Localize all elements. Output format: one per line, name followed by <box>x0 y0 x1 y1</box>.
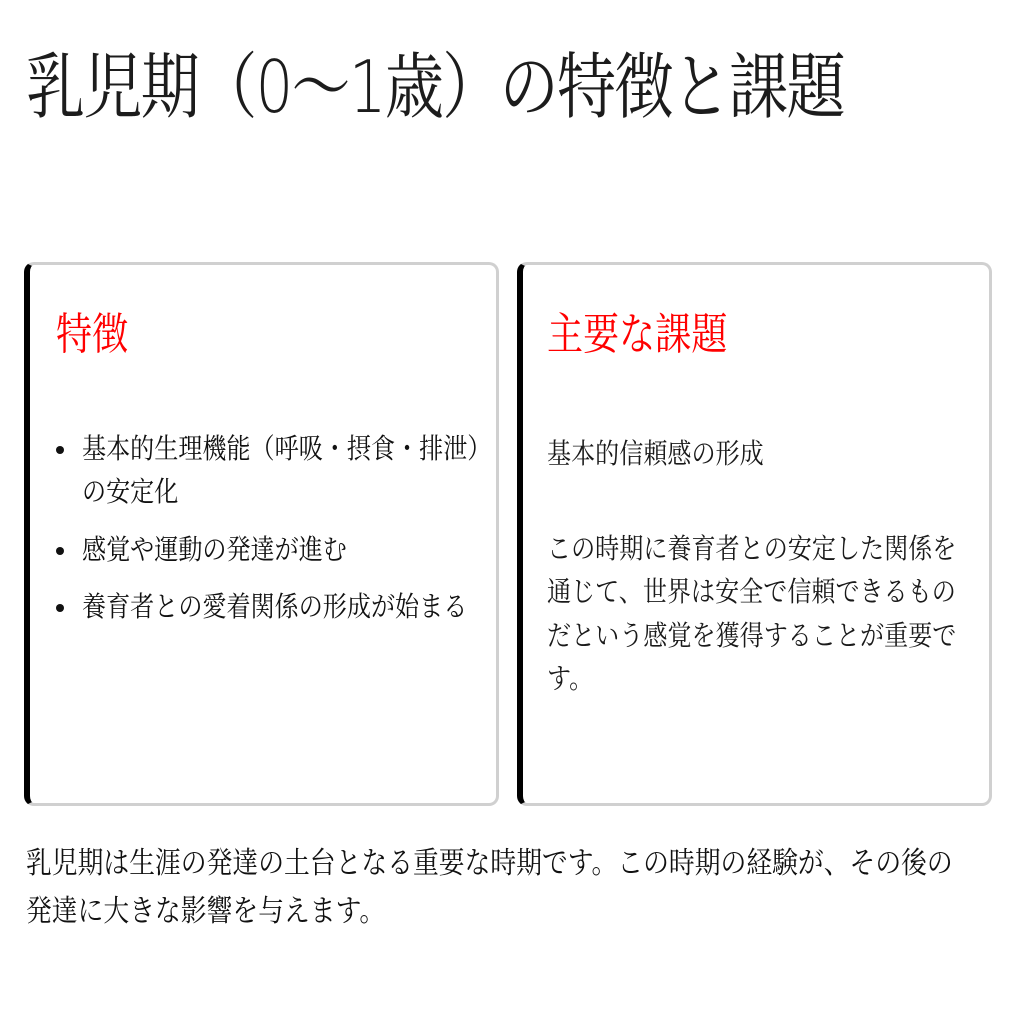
issue-label: 基本的信頼感の形成 <box>547 437 764 470</box>
feature-text: 養育者との愛着関係の形成が始まる <box>82 590 468 624</box>
bullet-icon <box>56 604 64 612</box>
list-item <box>56 585 486 628</box>
feature-text: 基本的生理機能（呼吸・摂食・排泄）の安定化 <box>82 432 480 509</box>
features-card <box>24 262 499 806</box>
bullet-icon <box>56 446 64 454</box>
page-title: 乳児期（0〜1歳）の特徴と課題 <box>26 45 845 129</box>
issues-card <box>517 262 992 806</box>
features-heading: 特徴 <box>56 309 129 360</box>
bullet-icon <box>56 547 64 555</box>
list-item <box>56 528 486 571</box>
issues-heading: 主要な課題 <box>547 309 728 360</box>
features-list <box>56 427 486 643</box>
list-item <box>56 427 486 514</box>
feature-text: 感覚や運動の発達が進む <box>82 532 347 566</box>
summary-text: 乳児期は生涯の発達の土台となる重要な時期です。この時期の経験が、その後の発達に大きな影響を与えます。 <box>26 846 953 929</box>
issue-body: この時期に養育者との安定した関係を通じて、世界は安全で信頼できるものだという感覚を獲得することが重要です。 <box>547 532 957 696</box>
